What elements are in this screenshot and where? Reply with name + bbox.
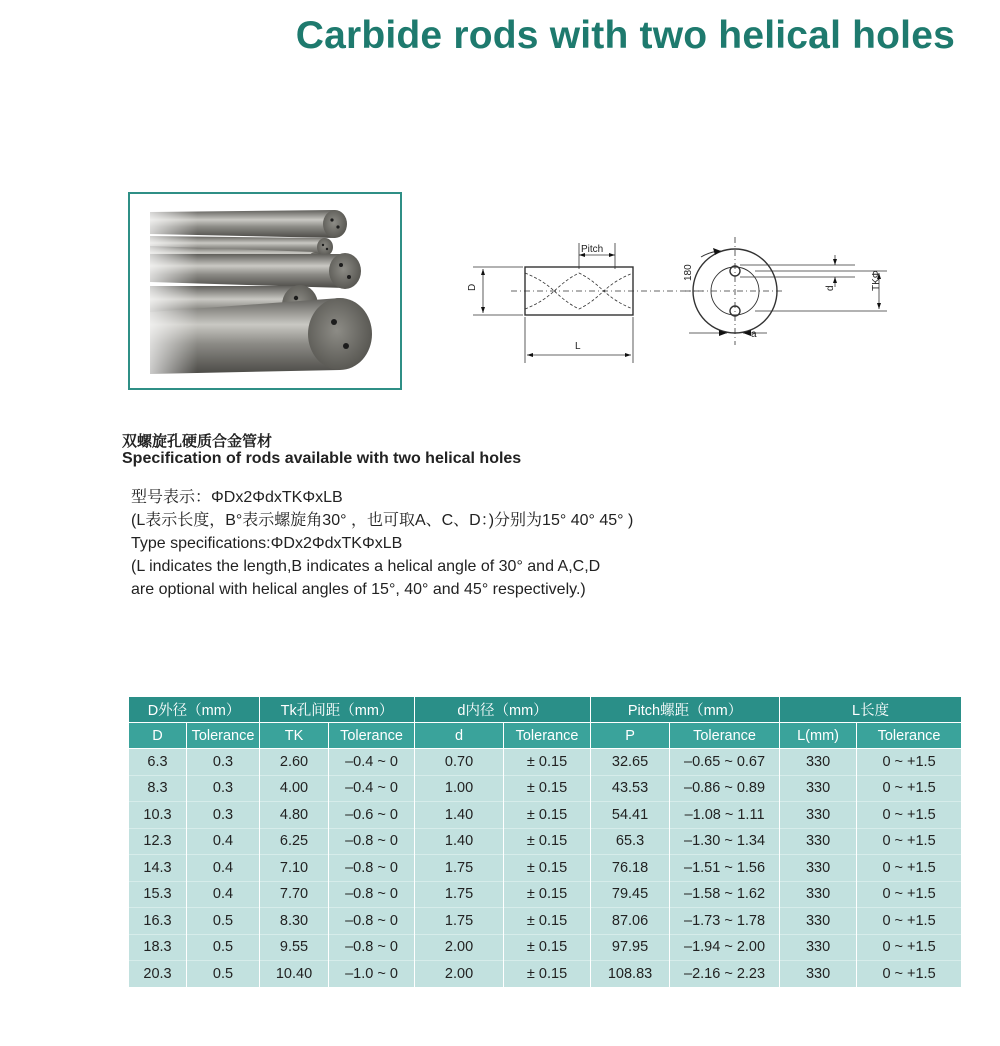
table-cell: ± 0.15 [504,855,591,882]
pitch-label: Pitch [581,244,604,255]
table-cell: ± 0.15 [504,828,591,855]
table-cell: 4.80 [260,802,329,829]
table-cell: ± 0.15 [504,749,591,776]
column-header: Tolerance [187,723,260,749]
table-cell: –0.8 ~ 0 [329,881,415,908]
table-cell: 10.40 [260,961,329,987]
table-cell: –0.8 ~ 0 [329,934,415,961]
tk-label: TKΦ [871,270,882,291]
table-cell: 16.3 [129,908,187,935]
spec-line: Type specifications:ΦDx2ΦdxTKΦxLB [131,535,403,552]
table-cell: 0.3 [187,749,260,776]
table-cell: 6.25 [260,828,329,855]
carbide-rods-illustration [130,194,400,388]
table-cell: 4.00 [260,775,329,802]
table-cell: –0.6 ~ 0 [329,802,415,829]
table-body [129,749,962,987]
table-cell: 10.3 [129,802,187,829]
table-cell: –1.58 ~ 1.62 [670,881,780,908]
table-cell: 1.40 [415,802,504,829]
table-cell: 32.65 [591,749,670,776]
table-cell: ± 0.15 [504,908,591,935]
table-cell: ± 0.15 [504,802,591,829]
table-cell: 15.3 [129,881,187,908]
section-heading-cn: 双螺旋孔硬质合金管材 [122,432,273,450]
table-cell: 1.75 [415,908,504,935]
specification-table [128,696,962,987]
table-cell: ± 0.15 [504,934,591,961]
table-cell: 43.53 [591,775,670,802]
table-cell: 330 [780,961,857,987]
table-cell: –0.4 ~ 0 [329,749,415,776]
table-cell: 7.10 [260,855,329,882]
table-cell: –1.08 ~ 1.11 [670,802,780,829]
table-cell: 6.3 [129,749,187,776]
table-cell: 0 ~ +1.5 [857,961,962,987]
table-cell: 0.4 [187,855,260,882]
column-header-row [129,723,962,749]
table-cell: 0 ~ +1.5 [857,828,962,855]
table-cell: 330 [780,881,857,908]
table-cell: 0.4 [187,881,260,908]
table-cell: 0.5 [187,961,260,987]
table-cell: 330 [780,855,857,882]
table-cell: 1.00 [415,775,504,802]
table-cell: ± 0.15 [504,961,591,987]
group-header-d: D外径（mm） [129,697,260,723]
table-cell: 108.83 [591,961,670,987]
table-cell: 2.00 [415,934,504,961]
group-header-row [129,697,962,723]
table-cell: –1.0 ~ 0 [329,961,415,987]
table-cell: 0 ~ +1.5 [857,881,962,908]
table-cell: –1.51 ~ 1.56 [670,855,780,882]
l-label: L [575,341,581,352]
table-cell: 2.00 [415,961,504,987]
table-cell: 1.75 [415,881,504,908]
table-cell: 87.06 [591,908,670,935]
table-cell: 0.3 [187,775,260,802]
group-header-length: L长度 [780,697,962,723]
table-cell: 0 ~ +1.5 [857,749,962,776]
group-header-pitch: Pitch螺距（mm） [591,697,780,723]
table-cell: 330 [780,749,857,776]
table-row [129,802,962,829]
spec-line: are optional with helical angles of 15°, 40° and 45° respectively.) [131,581,586,598]
table-cell: 9.55 [260,934,329,961]
table-cell: 14.3 [129,855,187,882]
table-cell: ± 0.15 [504,775,591,802]
table-cell: –2.16 ~ 2.23 [670,961,780,987]
table-cell: 0 ~ +1.5 [857,934,962,961]
table-cell: –0.4 ~ 0 [329,775,415,802]
column-header: Tolerance [670,723,780,749]
table-cell: –1.30 ~ 1.34 [670,828,780,855]
table-cell: 20.3 [129,961,187,987]
table-cell: 0.4 [187,828,260,855]
table-cell: 65.3 [591,828,670,855]
table-cell: 0.70 [415,749,504,776]
table-cell: 8.3 [129,775,187,802]
table-cell: 1.40 [415,828,504,855]
page-title: Carbide rods with two helical holes [295,14,955,57]
table-row [129,934,962,961]
table-row [129,908,962,935]
table-cell: 330 [780,775,857,802]
table-row [129,775,962,802]
table-cell: 1.75 [415,855,504,882]
table-cell: ± 0.15 [504,881,591,908]
table-cell: 97.95 [591,934,670,961]
table-cell: –0.8 ~ 0 [329,855,415,882]
table-cell: 8.30 [260,908,329,935]
table-cell: 12.3 [129,828,187,855]
table-cell: –1.94 ~ 2.00 [670,934,780,961]
table-cell: 18.3 [129,934,187,961]
d-small-label: d [825,285,836,291]
a-label: a [751,329,757,340]
spec-line: 型号表示：ΦDx2ΦdxTKΦxLB [131,489,343,506]
column-header: Tolerance [329,723,415,749]
table-cell: 0.5 [187,934,260,961]
table-cell: 0 ~ +1.5 [857,908,962,935]
section-heading-en: Specification of rods available with two helical holes [122,450,522,467]
table-cell: 0 ~ +1.5 [857,802,962,829]
table-cell: 0.5 [187,908,260,935]
column-header: Tolerance [857,723,962,749]
table-cell: 76.18 [591,855,670,882]
table-row [129,828,962,855]
technical-drawing [455,225,895,375]
product-photo [128,192,402,390]
type-specification [131,486,633,601]
table-cell: 54.41 [591,802,670,829]
table-cell: 7.70 [260,881,329,908]
table-cell: 330 [780,934,857,961]
table-cell: –1.73 ~ 1.78 [670,908,780,935]
group-header-d-inner: d内径（mm） [415,697,591,723]
table-cell: –0.8 ~ 0 [329,908,415,935]
angle-label: 180 [683,264,694,281]
table-cell: –0.86 ~ 0.89 [670,775,780,802]
spec-line: (L indicates the length,B indicates a helical angle of 30° and A,C,D [131,558,601,575]
table-row [129,855,962,882]
table-cell: 0 ~ +1.5 [857,775,962,802]
table-cell: –0.65 ~ 0.67 [670,749,780,776]
table-cell: 330 [780,828,857,855]
column-header: D [129,723,187,749]
column-header: L(mm) [780,723,857,749]
table-cell: 79.45 [591,881,670,908]
table-cell: 330 [780,908,857,935]
table-cell: 0 ~ +1.5 [857,855,962,882]
group-header-tk: Tk孔间距（mm） [260,697,415,723]
spec-line: (L表示长度，B°表示螺旋角30° ，也可取A、C、D：)分别为15° 40° 45° ) [131,512,634,529]
table-cell: 2.60 [260,749,329,776]
table-row [129,749,962,776]
column-header: P [591,723,670,749]
column-header: d [415,723,504,749]
column-header: TK [260,723,329,749]
table-row [129,961,962,987]
column-header: Tolerance [504,723,591,749]
table-cell: –0.8 ~ 0 [329,828,415,855]
table-cell: 0.3 [187,802,260,829]
table-cell: 330 [780,802,857,829]
d-big-label: D [467,283,478,291]
table-row [129,881,962,908]
